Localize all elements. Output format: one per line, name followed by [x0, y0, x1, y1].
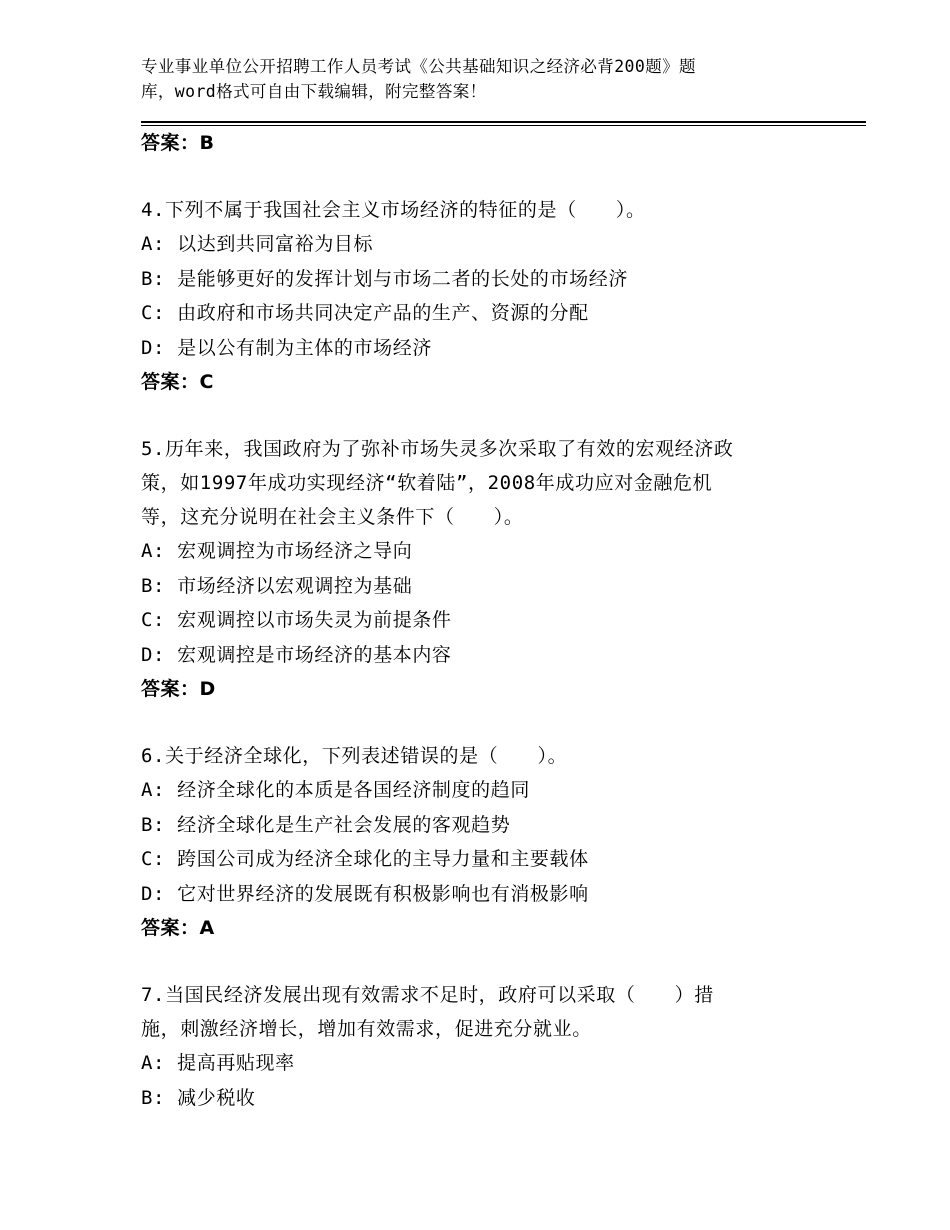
option-c: C: 宏观调控以市场失灵为前提条件 — [141, 609, 452, 631]
option-c: C: 跨国公司成为经济全球化的主导力量和主要载体 — [141, 848, 589, 870]
question-7 — [141, 978, 821, 1115]
document-header — [141, 54, 781, 104]
option-a: A: 宏观调控为市场经济之导向 — [141, 540, 413, 562]
option-d: D: 是以公有制为主体的市场经济 — [141, 336, 432, 359]
question-4 — [141, 193, 821, 399]
option-b: B: 市场经济以宏观调控为基础 — [141, 574, 413, 597]
question-stem: 4.下列不属于我国社会主义市场经济的特征的是（ ）。 — [141, 199, 646, 221]
header-line-1: 专业事业单位公开招聘工作人员考试《公共基础知识之经济必背200题》题 — [141, 57, 696, 76]
question-6 — [141, 739, 821, 945]
answer-q3: 答案：B — [141, 132, 215, 154]
option-d: D: 它对世界经济的发展既有积极影响也有消极影响 — [141, 882, 589, 905]
option-a: A: 以达到共同富裕为目标 — [141, 233, 374, 255]
header-line-2: 库，word格式可自由下载编辑，附完整答案！ — [141, 82, 487, 101]
question-stem-line-1: 5.历年来，我国政府为了弥补市场失灵多次采取了有效的宏观经济政 — [141, 438, 734, 460]
answer-q6: 答案：A — [141, 917, 215, 939]
question-stem-line-1: 7.当国民经济发展出现有效需求不足时，政府可以采取（ ）措 — [141, 984, 714, 1006]
question-stem-line-2: 策，如1997年成功实现经济“软着陆”，2008年成功应对金融危机 — [141, 472, 713, 494]
answer-q4: 答案：C — [141, 371, 214, 393]
option-a: A: 经济全球化的本质是各国经济制度的趋同 — [141, 779, 530, 801]
option-b: B: 经济全球化是生产社会发展的客观趋势 — [141, 813, 511, 836]
option-d: D: 宏观调控是市场经济的基本内容 — [141, 643, 452, 666]
option-b: B: 减少税收 — [141, 1086, 256, 1109]
question-stem-line-2: 施，刺激经济增长，增加有效需求，促进充分就业。 — [141, 1018, 592, 1040]
answer-q5: 答案：D — [141, 678, 216, 700]
question-stem: 6.关于经济全球化，下列表述错误的是（ ）。 — [141, 745, 568, 767]
question-5 — [141, 432, 821, 706]
option-a: A: 提高再贴现率 — [141, 1052, 295, 1074]
header-rule-thick — [141, 121, 866, 123]
question-list — [141, 126, 821, 1115]
option-c: C: 由政府和市场共同决定产品的生产、资源的分配 — [141, 302, 589, 324]
option-b: B: 是能够更好的发挥计划与市场二者的长处的市场经济 — [141, 267, 628, 290]
question-stem-line-3: 等，这充分说明在社会主义条件下（ ）。 — [141, 506, 524, 528]
